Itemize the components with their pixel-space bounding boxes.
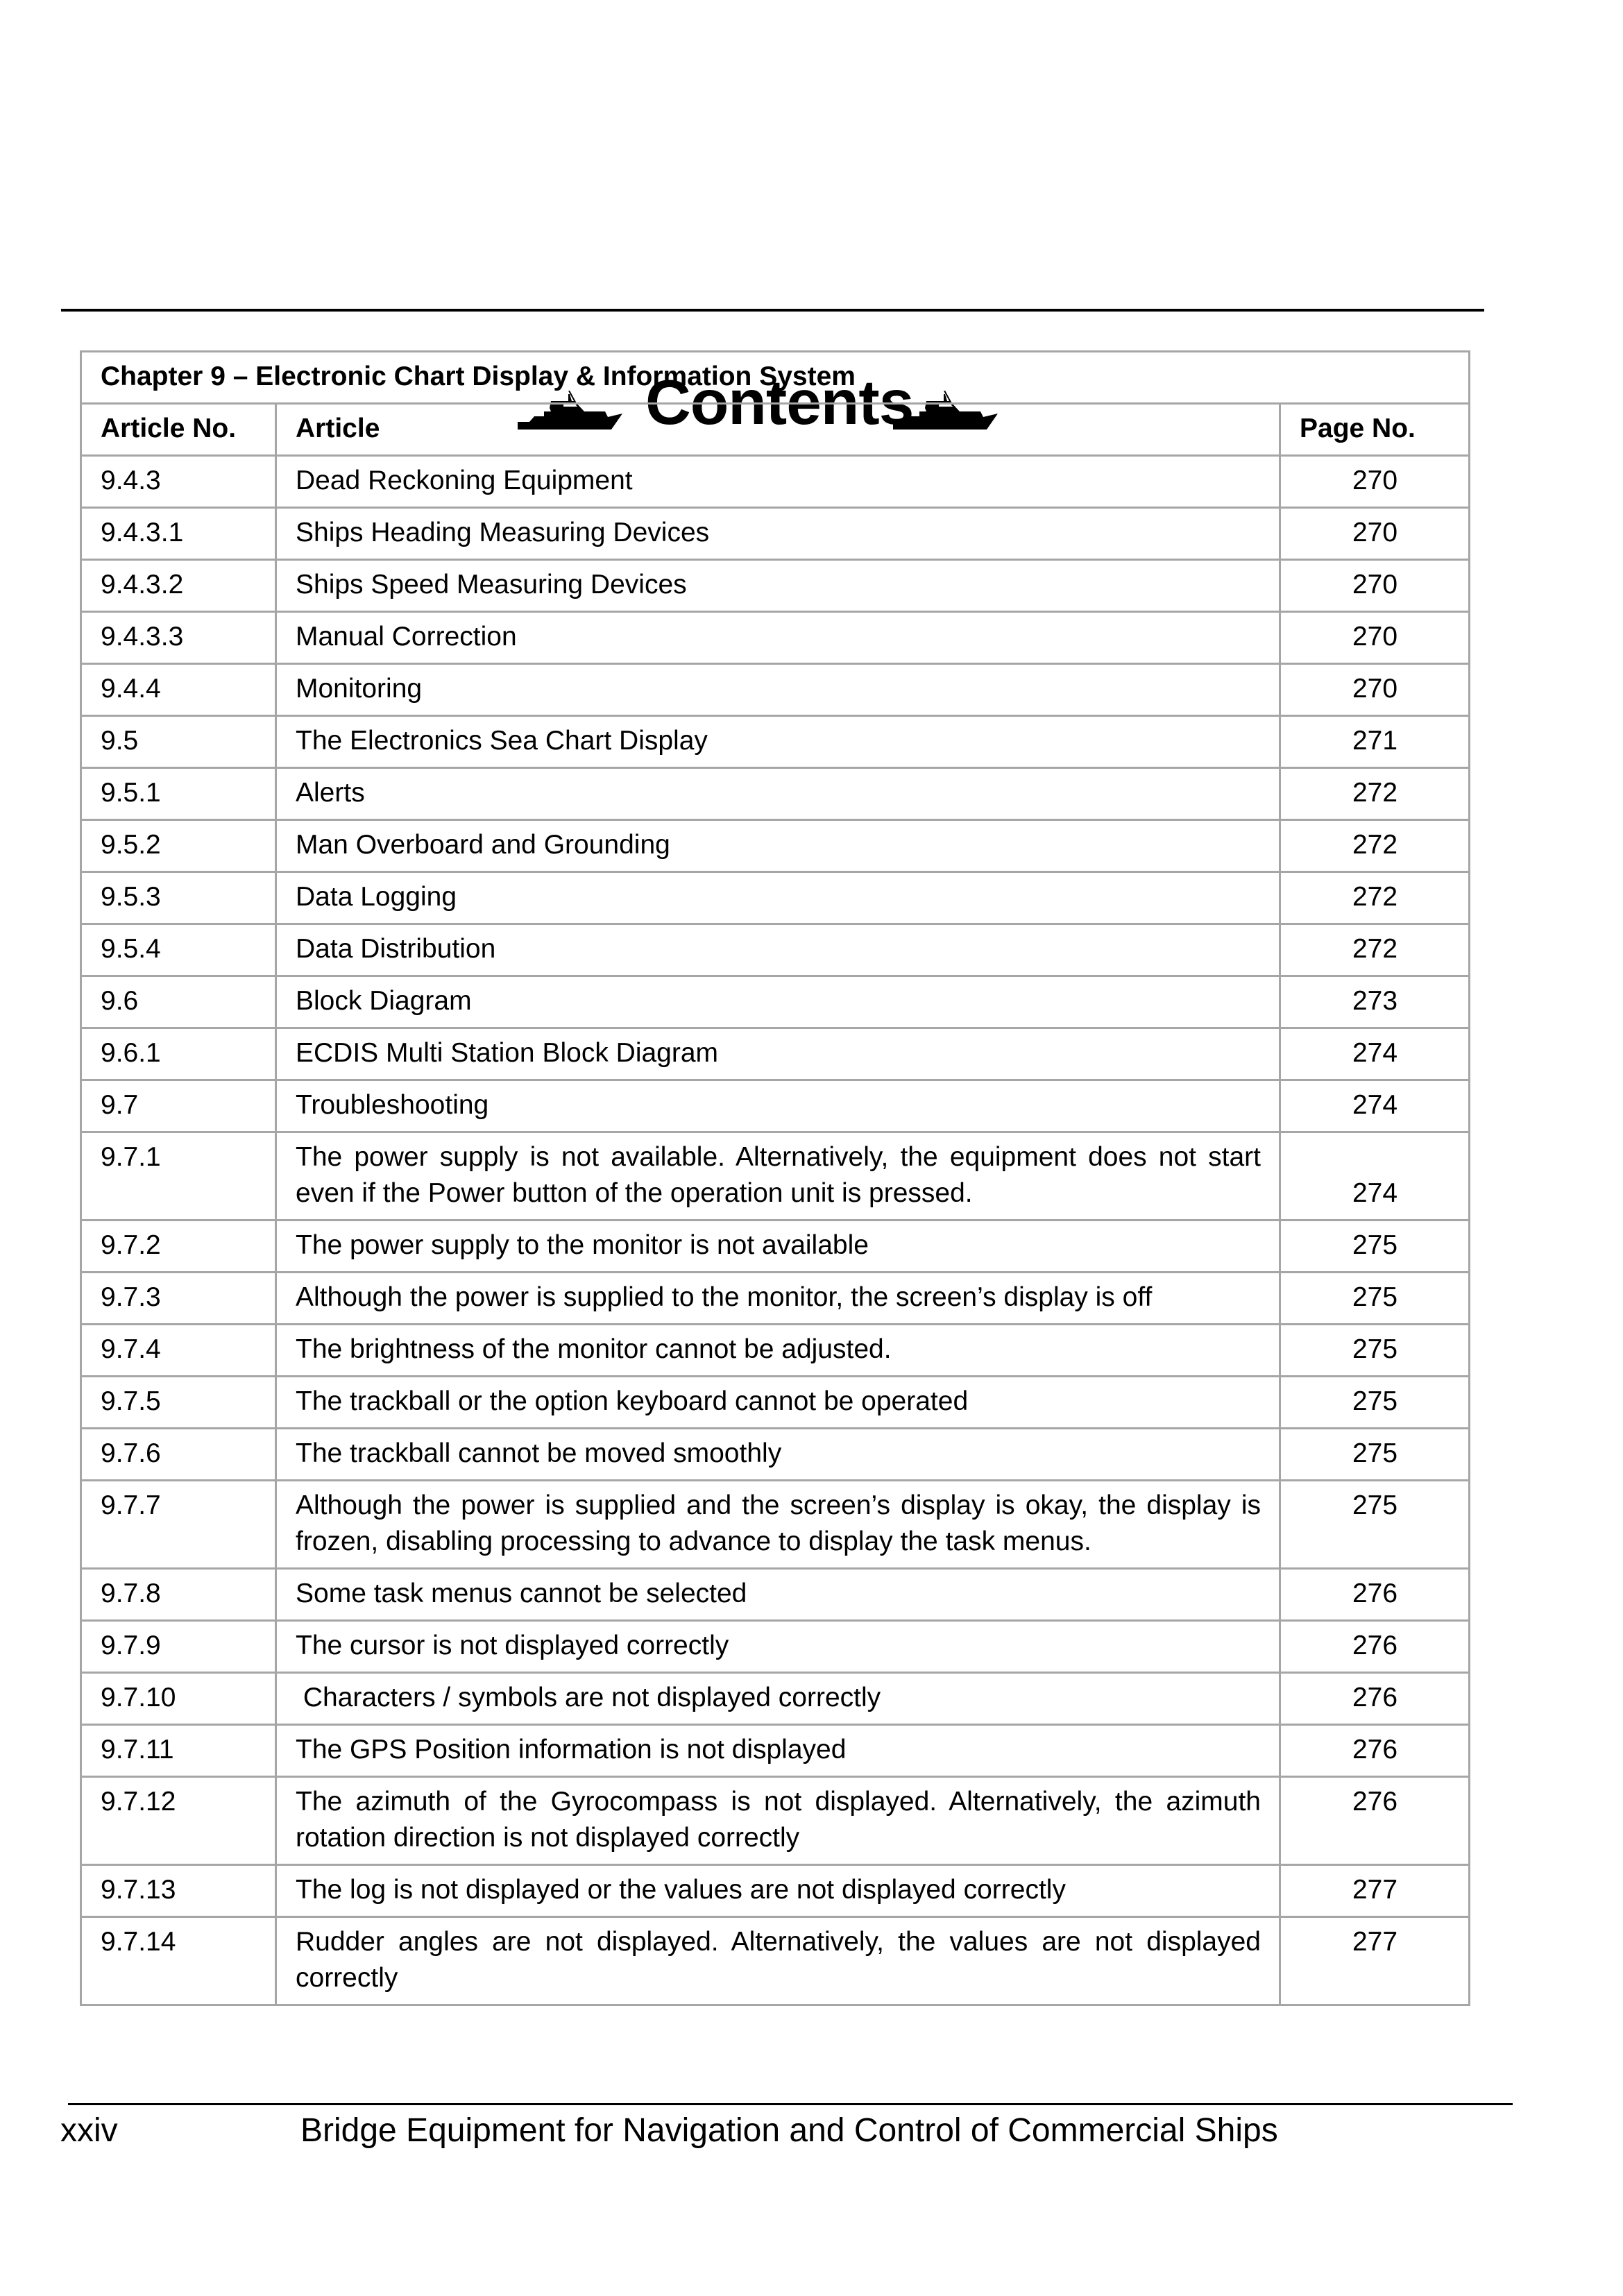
article-number: 9.5 bbox=[81, 716, 276, 768]
article-number: 9.7.8 bbox=[81, 1569, 276, 1621]
contents-table bbox=[80, 350, 1470, 2006]
footer-page-number: xxiv bbox=[60, 2112, 118, 2149]
article-title[interactable]: Manual Correction bbox=[276, 612, 1280, 664]
footer-divider bbox=[68, 2103, 1513, 2105]
article-number: 9.7.3 bbox=[81, 1273, 276, 1325]
page-number[interactable]: 276 bbox=[1280, 1725, 1470, 1777]
page-number[interactable]: 275 bbox=[1280, 1429, 1470, 1481]
table-row[interactable] bbox=[81, 924, 1470, 976]
article-title[interactable]: Ships Speed Measuring Devices bbox=[276, 560, 1280, 612]
page-title: Contents bbox=[645, 368, 914, 438]
table-row[interactable] bbox=[81, 976, 1470, 1028]
article-title[interactable]: The power supply is not available. Alternatively, the equipment does not start even if the Power button of the operation unit is pressed. bbox=[276, 1132, 1280, 1221]
page-number[interactable]: 275 bbox=[1280, 1325, 1470, 1377]
page-number[interactable]: 271 bbox=[1280, 716, 1470, 768]
article-title[interactable]: Monitoring bbox=[276, 664, 1280, 716]
table-row[interactable] bbox=[81, 1917, 1470, 2005]
column-header-page-no: Page No. bbox=[1280, 404, 1470, 456]
article-title[interactable]: Ships Heading Measuring Devices bbox=[276, 508, 1280, 560]
article-title[interactable]: The brightness of the monitor cannot be adjusted. bbox=[276, 1325, 1280, 1377]
table-row[interactable] bbox=[81, 612, 1470, 664]
table-row[interactable] bbox=[81, 1325, 1470, 1377]
table-row[interactable] bbox=[81, 1080, 1470, 1132]
table-row[interactable] bbox=[81, 1725, 1470, 1777]
page-number[interactable]: 276 bbox=[1280, 1621, 1470, 1673]
table-row[interactable] bbox=[81, 1429, 1470, 1481]
table-row[interactable] bbox=[81, 1865, 1470, 1917]
chapter-title: Chapter 9 – Electronic Chart Display & Information System bbox=[81, 352, 1470, 404]
article-number: 9.6.1 bbox=[81, 1028, 276, 1080]
article-number: 9.5.3 bbox=[81, 872, 276, 924]
page-number[interactable]: 277 bbox=[1280, 1865, 1470, 1917]
page-number[interactable]: 270 bbox=[1280, 560, 1470, 612]
article-number: 9.7.4 bbox=[81, 1325, 276, 1377]
page-number[interactable]: 276 bbox=[1280, 1673, 1470, 1725]
page-number[interactable]: 277 bbox=[1280, 1917, 1470, 2005]
article-number: 9.7.13 bbox=[81, 1865, 276, 1917]
page-number[interactable]: 274 bbox=[1280, 1080, 1470, 1132]
table-row[interactable] bbox=[81, 1569, 1470, 1621]
table-row[interactable] bbox=[81, 1273, 1470, 1325]
page-number[interactable]: 272 bbox=[1280, 872, 1470, 924]
article-number: 9.7.6 bbox=[81, 1429, 276, 1481]
article-title[interactable]: Rudder angles are not displayed. Alternatively, the values are not displayed correctly bbox=[276, 1917, 1280, 2005]
article-title[interactable]: The trackball cannot be moved smoothly bbox=[276, 1429, 1280, 1481]
article-title[interactable]: The GPS Position information is not displayed bbox=[276, 1725, 1280, 1777]
table-row[interactable] bbox=[81, 1777, 1470, 1865]
page-number[interactable]: 274 bbox=[1280, 1028, 1470, 1080]
heading-divider bbox=[61, 309, 1484, 312]
page-number[interactable]: 276 bbox=[1280, 1777, 1470, 1865]
article-number: 9.4.3.2 bbox=[81, 560, 276, 612]
article-number: 9.5.1 bbox=[81, 768, 276, 820]
table-row[interactable] bbox=[81, 820, 1470, 872]
article-number: 9.7.7 bbox=[81, 1481, 276, 1569]
column-header-article-no: Article No. bbox=[81, 404, 276, 456]
article-title[interactable]: Although the power is supplied and the screen’s display is okay, the display is frozen, disabling processing to advance to display the task menus. bbox=[276, 1481, 1280, 1569]
page-number[interactable]: 270 bbox=[1280, 664, 1470, 716]
page-number[interactable]: 275 bbox=[1280, 1481, 1470, 1569]
table-row[interactable] bbox=[81, 1221, 1470, 1273]
page-number[interactable]: 275 bbox=[1280, 1273, 1470, 1325]
page-number[interactable]: 274 bbox=[1280, 1132, 1470, 1221]
page-number[interactable]: 273 bbox=[1280, 976, 1470, 1028]
article-title[interactable]: Troubleshooting bbox=[276, 1080, 1280, 1132]
article-number: 9.4.3.3 bbox=[81, 612, 276, 664]
article-title[interactable]: Man Overboard and Grounding bbox=[276, 820, 1280, 872]
table-row[interactable] bbox=[81, 872, 1470, 924]
table-row[interactable] bbox=[81, 560, 1470, 612]
article-number: 9.4.3 bbox=[81, 456, 276, 508]
article-title[interactable]: The cursor is not displayed correctly bbox=[276, 1621, 1280, 1673]
page-number[interactable]: 275 bbox=[1280, 1221, 1470, 1273]
article-title[interactable]: The trackball or the option keyboard cannot be operated bbox=[276, 1377, 1280, 1429]
article-title[interactable]: Block Diagram bbox=[276, 976, 1280, 1028]
article-number: 9.7.5 bbox=[81, 1377, 276, 1429]
column-header-article: Article bbox=[276, 404, 1280, 456]
article-title[interactable]: Some task menus cannot be selected bbox=[276, 1569, 1280, 1621]
article-title[interactable]: The Electronics Sea Chart Display bbox=[276, 716, 1280, 768]
article-number: 9.7 bbox=[81, 1080, 276, 1132]
footer-book-title: Bridge Equipment for Navigation and Control of Commercial Ships bbox=[300, 2112, 1278, 2149]
page-number[interactable]: 276 bbox=[1280, 1569, 1470, 1621]
page-number[interactable]: 272 bbox=[1280, 924, 1470, 976]
article-number: 9.4.4 bbox=[81, 664, 276, 716]
article-title[interactable]: Data Logging bbox=[276, 872, 1280, 924]
table-row[interactable] bbox=[81, 1028, 1470, 1080]
article-number: 9.7.9 bbox=[81, 1621, 276, 1673]
article-title[interactable]: Although the power is supplied to the monitor, the screen’s display is off bbox=[276, 1273, 1280, 1325]
article-number: 9.5.4 bbox=[81, 924, 276, 976]
article-number: 9.7.2 bbox=[81, 1221, 276, 1273]
article-number: 9.7.14 bbox=[81, 1917, 276, 2005]
article-title[interactable]: The log is not displayed or the values are not displayed correctly bbox=[276, 1865, 1280, 1917]
table-row[interactable] bbox=[81, 768, 1470, 820]
table-row[interactable] bbox=[81, 1132, 1470, 1221]
page-number[interactable]: 270 bbox=[1280, 456, 1470, 508]
table-row[interactable] bbox=[81, 1481, 1470, 1569]
page-number[interactable]: 270 bbox=[1280, 612, 1470, 664]
article-title[interactable]: The azimuth of the Gyrocompass is not displayed. Alternatively, the azimuth rotation direction is not displayed correctly bbox=[276, 1777, 1280, 1865]
article-number: 9.6 bbox=[81, 976, 276, 1028]
article-title[interactable]: Alerts bbox=[276, 768, 1280, 820]
article-title[interactable]: Data Distribution bbox=[276, 924, 1280, 976]
article-title[interactable]: Characters / symbols are not displayed correctly bbox=[276, 1673, 1280, 1725]
article-title[interactable]: Dead Reckoning Equipment bbox=[276, 456, 1280, 508]
article-number: 9.7.12 bbox=[81, 1777, 276, 1865]
page-number[interactable]: 272 bbox=[1280, 820, 1470, 872]
article-number: 9.5.2 bbox=[81, 820, 276, 872]
table-row[interactable] bbox=[81, 1377, 1470, 1429]
page-number[interactable]: 272 bbox=[1280, 768, 1470, 820]
article-number: 9.4.3.1 bbox=[81, 508, 276, 560]
article-number: 9.7.10 bbox=[81, 1673, 276, 1725]
table-row[interactable] bbox=[81, 664, 1470, 716]
table-row[interactable] bbox=[81, 716, 1470, 768]
page-number[interactable]: 270 bbox=[1280, 508, 1470, 560]
table-row[interactable] bbox=[81, 508, 1470, 560]
table-row[interactable] bbox=[81, 1621, 1470, 1673]
article-number: 9.7.1 bbox=[81, 1132, 276, 1221]
chapter-title-row bbox=[81, 352, 1470, 404]
table-row[interactable] bbox=[81, 1673, 1470, 1725]
article-number: 9.7.11 bbox=[81, 1725, 276, 1777]
page-number[interactable]: 275 bbox=[1280, 1377, 1470, 1429]
table-row[interactable] bbox=[81, 456, 1470, 508]
article-title[interactable]: The power supply to the monitor is not available bbox=[276, 1221, 1280, 1273]
column-header-row bbox=[81, 404, 1470, 456]
article-title[interactable]: ECDIS Multi Station Block Diagram bbox=[276, 1028, 1280, 1080]
